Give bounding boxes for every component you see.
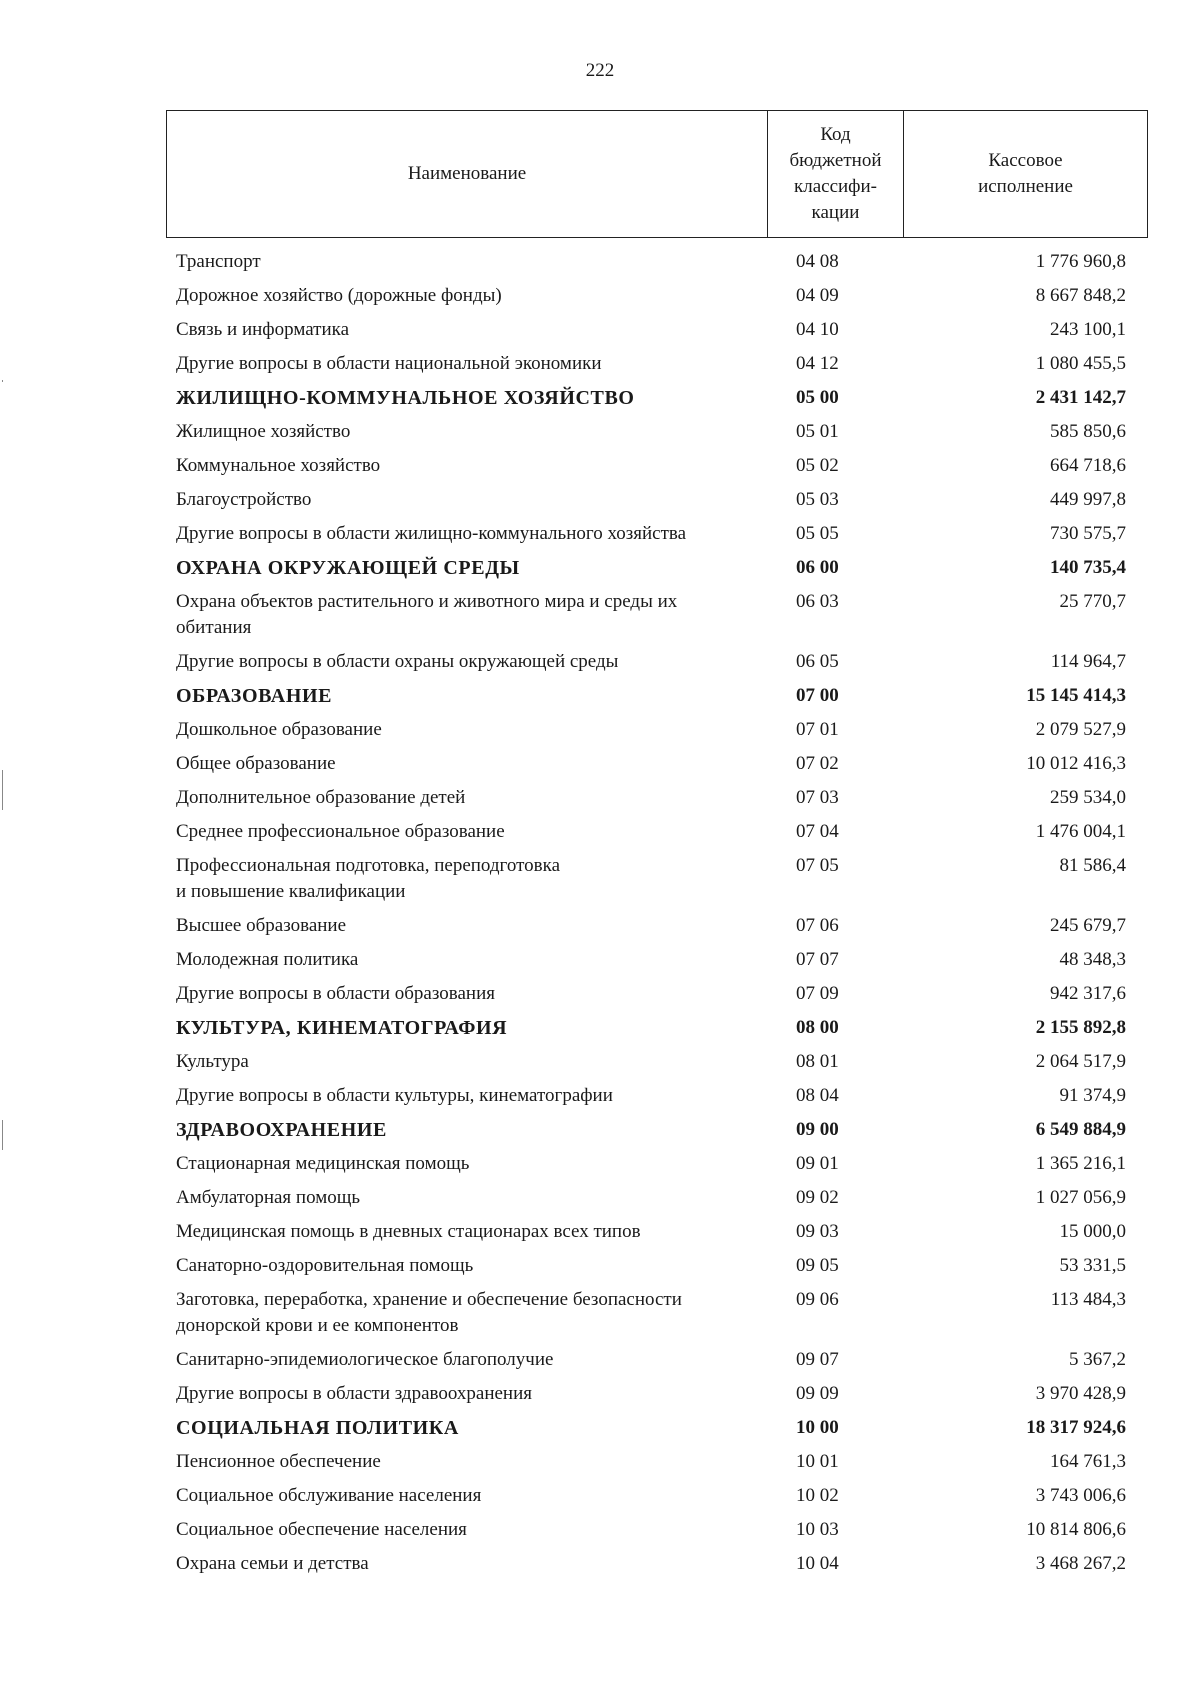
row-amount: 81 586,4 — [1059, 855, 1126, 876]
row-name — [176, 283, 796, 309]
row-name — [176, 1347, 796, 1373]
row-amount: 8 667 848,2 — [1035, 285, 1126, 306]
row-code: 10 02 — [796, 1485, 839, 1506]
row-name — [176, 521, 796, 547]
table-body — [176, 247, 1126, 1583]
row-name-line: Другие вопросы в области культуры, кинематографии — [176, 1085, 613, 1106]
row-name — [176, 717, 796, 743]
row-code: 07 06 — [796, 915, 839, 936]
row-amount: 10 012 416,3 — [1026, 753, 1126, 774]
row-code: 05 01 — [796, 421, 839, 442]
table-row — [176, 281, 1126, 315]
row-code: 04 08 — [796, 251, 839, 272]
header-code-column — [768, 111, 904, 238]
row-name-line: Другие вопросы в области охраны окружающей среды — [176, 651, 619, 672]
row-code: 08 00 — [796, 1017, 839, 1038]
row-code: 09 00 — [796, 1119, 839, 1140]
row-name-line: ОБРАЗОВАНИЕ — [176, 685, 333, 707]
row-amount: 5 367,2 — [1069, 1349, 1126, 1370]
row-code: 07 05 — [796, 855, 839, 876]
table-row — [176, 1047, 1126, 1081]
section-row — [176, 1413, 1126, 1447]
row-code: 04 10 — [796, 319, 839, 340]
row-name-line: Амбулаторная помощь — [176, 1187, 361, 1208]
table-row — [176, 451, 1126, 485]
row-name — [176, 683, 796, 709]
row-name — [176, 487, 796, 513]
row-code: 10 00 — [796, 1417, 839, 1438]
row-code: 04 12 — [796, 353, 839, 374]
row-name — [176, 1415, 796, 1441]
row-code: 05 00 — [796, 387, 839, 408]
row-amount: 113 484,3 — [1050, 1289, 1126, 1310]
row-name — [176, 853, 796, 905]
section-row — [176, 383, 1126, 417]
row-code: 10 01 — [796, 1451, 839, 1472]
row-name — [176, 1381, 796, 1407]
row-name-line: Связь и информатика — [176, 319, 350, 340]
table-row — [176, 945, 1126, 979]
table-row — [176, 1515, 1126, 1549]
row-code: 09 03 — [796, 1221, 839, 1242]
row-amount: 18 317 924,6 — [1026, 1417, 1126, 1438]
table-row — [176, 1447, 1126, 1481]
table-row — [176, 783, 1126, 817]
table-row — [176, 1149, 1126, 1183]
row-name-line: Общее образование — [176, 753, 336, 774]
row-name — [176, 1449, 796, 1475]
row-name — [176, 1083, 796, 1109]
row-name — [176, 751, 796, 777]
table-row — [176, 417, 1126, 451]
row-name — [176, 785, 796, 811]
row-amount: 91 374,9 — [1059, 1085, 1126, 1106]
row-amount: 2 064 517,9 — [1035, 1051, 1126, 1072]
section-row — [176, 553, 1126, 587]
row-name — [176, 1015, 796, 1041]
row-name-line: Коммунальное хозяйство — [176, 455, 381, 476]
row-code: 05 05 — [796, 523, 839, 544]
table-row — [176, 485, 1126, 519]
row-name-line: КУЛЬТУРА, КИНЕМАТОГРАФИЯ — [176, 1017, 508, 1039]
scan-edge-mark — [2, 380, 3, 382]
row-amount: 10 814 806,6 — [1026, 1519, 1126, 1540]
row-name — [176, 1185, 796, 1211]
row-code: 07 04 — [796, 821, 839, 842]
table-row — [176, 247, 1126, 281]
row-name — [176, 1151, 796, 1177]
row-amount: 942 317,6 — [1050, 983, 1126, 1004]
table-row — [176, 315, 1126, 349]
row-name — [176, 249, 796, 275]
table-row — [176, 817, 1126, 851]
scan-edge-mark — [2, 1120, 3, 1150]
row-code: 07 03 — [796, 787, 839, 808]
row-name-line: Социальное обслуживание населения — [176, 1485, 482, 1506]
table-row — [176, 349, 1126, 383]
row-name-line: Дорожное хозяйство (дорожные фонды) — [176, 285, 502, 306]
row-name — [176, 1253, 796, 1279]
row-amount: 6 549 884,9 — [1035, 1119, 1126, 1140]
row-code: 10 03 — [796, 1519, 839, 1540]
row-amount: 259 534,0 — [1050, 787, 1126, 808]
row-code: 10 04 — [796, 1553, 839, 1574]
row-amount: 25 770,7 — [1059, 591, 1126, 612]
row-amount: 2 079 527,9 — [1035, 719, 1126, 740]
row-amount: 245 679,7 — [1050, 915, 1126, 936]
row-amount: 2 155 892,8 — [1035, 1017, 1126, 1038]
row-name-line: Охрана объектов растительного и животного мира и среды их — [176, 591, 678, 612]
row-code: 09 07 — [796, 1349, 839, 1370]
row-name-line: Профессиональная подготовка, переподготовка — [176, 855, 561, 876]
row-name-line: Пенсионное обеспечение — [176, 1451, 381, 1472]
row-name-line: Благоустройство — [176, 489, 312, 510]
row-code: 07 07 — [796, 949, 839, 970]
header-execution-column — [904, 111, 1148, 238]
row-name-line: Охрана семьи и детства — [176, 1553, 369, 1574]
row-name-line: ЗДРАВООХРАНЕНИЕ — [176, 1119, 387, 1141]
row-name-line: Транспорт — [176, 251, 261, 272]
row-amount: 449 997,8 — [1050, 489, 1126, 510]
row-name — [176, 1287, 796, 1339]
row-code: 06 00 — [796, 557, 839, 578]
table-row — [176, 979, 1126, 1013]
table-row — [176, 1379, 1126, 1413]
table-row — [176, 1481, 1126, 1515]
row-name-line: Социальное обеспечение населения — [176, 1519, 467, 1540]
row-name — [176, 1219, 796, 1245]
row-name-line: Жилищное хозяйство — [176, 421, 351, 442]
row-code: 09 06 — [796, 1289, 839, 1310]
table-row — [176, 1183, 1126, 1217]
row-amount: 15 145 414,3 — [1026, 685, 1126, 706]
row-amount: 140 735,4 — [1050, 557, 1126, 578]
row-name — [176, 351, 796, 377]
row-amount: 48 348,3 — [1059, 949, 1126, 970]
table-row — [176, 911, 1126, 945]
row-amount: 730 575,7 — [1050, 523, 1126, 544]
table-row — [176, 1217, 1126, 1251]
row-name-line: Другие вопросы в области здравоохранения — [176, 1383, 533, 1404]
table-row — [176, 587, 1126, 647]
row-name-line: Другие вопросы в области образования — [176, 983, 495, 1004]
row-name-line: Медицинская помощь в дневных стационарах всех типов — [176, 1221, 641, 1242]
header-code-line: кации — [811, 202, 860, 223]
header-exec-line: исполнение — [978, 176, 1073, 197]
row-name-line: донорской крови и ее компонентов — [176, 1315, 459, 1336]
row-code: 06 05 — [796, 651, 839, 672]
table-header — [166, 110, 1148, 238]
table-row — [176, 519, 1126, 553]
row-amount: 3 970 428,9 — [1035, 1383, 1126, 1404]
table-row — [176, 749, 1126, 783]
row-name-line: Молодежная политика — [176, 949, 359, 970]
row-name-line: и повышение квалификации — [176, 881, 406, 902]
row-code: 07 01 — [796, 719, 839, 740]
row-amount: 164 761,3 — [1050, 1451, 1126, 1472]
row-name-line: Дополнительное образование детей — [176, 787, 466, 808]
row-amount: 1 776 960,8 — [1035, 251, 1126, 272]
table-row — [176, 715, 1126, 749]
row-amount: 585 850,6 — [1050, 421, 1126, 442]
table-row — [176, 1345, 1126, 1379]
section-row — [176, 681, 1126, 715]
table-row — [176, 1285, 1126, 1345]
row-amount: 15 000,0 — [1059, 1221, 1126, 1242]
header-code-line: классифи- — [794, 176, 877, 197]
scan-edge-mark — [2, 770, 3, 810]
row-amount: 3 468 267,2 — [1035, 1553, 1126, 1574]
row-name-line: Другие вопросы в области жилищно-коммунального хозяйства — [176, 523, 687, 544]
table-row — [176, 851, 1126, 911]
row-name — [176, 555, 796, 581]
header-code-line: бюджетной — [789, 150, 882, 171]
row-name — [176, 947, 796, 973]
row-code: 09 09 — [796, 1383, 839, 1404]
row-name — [176, 317, 796, 343]
row-code: 07 02 — [796, 753, 839, 774]
row-amount: 664 718,6 — [1050, 455, 1126, 476]
row-name — [176, 453, 796, 479]
row-name-line: Дошкольное образование — [176, 719, 382, 740]
header-exec-line: Кассовое — [988, 150, 1063, 171]
row-name — [176, 1517, 796, 1543]
table-row — [176, 1549, 1126, 1583]
table-row — [176, 647, 1126, 681]
row-name — [176, 589, 796, 641]
header-code-line: Код — [820, 124, 851, 145]
section-row — [176, 1115, 1126, 1149]
row-name-line: Санитарно-эпидемиологическое благополучие — [176, 1349, 554, 1370]
row-amount: 53 331,5 — [1059, 1255, 1126, 1276]
row-amount: 2 431 142,7 — [1035, 387, 1126, 408]
page-number: 222 — [585, 60, 615, 81]
table-row — [176, 1251, 1126, 1285]
row-amount: 243 100,1 — [1050, 319, 1126, 340]
row-name — [176, 649, 796, 675]
row-code: 09 02 — [796, 1187, 839, 1208]
row-amount: 1 027 056,9 — [1035, 1187, 1126, 1208]
row-code: 09 01 — [796, 1153, 839, 1174]
row-code: 04 09 — [796, 285, 839, 306]
row-name — [176, 1049, 796, 1075]
row-name — [176, 981, 796, 1007]
row-name — [176, 1117, 796, 1143]
row-code: 08 04 — [796, 1085, 839, 1106]
row-name — [176, 913, 796, 939]
table-row — [176, 1081, 1126, 1115]
row-amount: 114 964,7 — [1050, 651, 1126, 672]
row-code: 07 00 — [796, 685, 839, 706]
row-name-line: Заготовка, переработка, хранение и обеспечение безопасности — [176, 1289, 682, 1310]
row-name-line: Санаторно-оздоровительная помощь — [176, 1255, 474, 1276]
row-name — [176, 385, 796, 411]
row-code: 06 03 — [796, 591, 839, 612]
section-row — [176, 1013, 1126, 1047]
row-amount: 3 743 006,6 — [1035, 1485, 1126, 1506]
row-name — [176, 419, 796, 445]
row-name-line: Стационарная медицинская помощь — [176, 1153, 470, 1174]
row-amount: 1 365 216,1 — [1035, 1153, 1126, 1174]
row-code: 07 09 — [796, 983, 839, 1004]
row-amount: 1 080 455,5 — [1035, 353, 1126, 374]
row-name-line: ОХРАНА ОКРУЖАЮЩЕЙ СРЕДЫ — [176, 557, 520, 579]
row-name-line: СОЦИАЛЬНАЯ ПОЛИТИКА — [176, 1417, 459, 1439]
header-name-column: Наименование — [167, 111, 768, 238]
row-code: 08 01 — [796, 1051, 839, 1072]
row-code: 05 03 — [796, 489, 839, 510]
row-name-line: Высшее образование — [176, 915, 347, 936]
row-name-line: Другие вопросы в области национальной экономики — [176, 353, 602, 374]
row-amount: 1 476 004,1 — [1035, 821, 1126, 842]
row-name — [176, 1483, 796, 1509]
row-name-line: Культура — [176, 1051, 249, 1072]
row-name-line: Среднее профессиональное образование — [176, 821, 505, 842]
row-name-line: обитания — [176, 617, 252, 638]
row-name — [176, 1551, 796, 1577]
row-code: 05 02 — [796, 455, 839, 476]
row-name-line: ЖИЛИЩНО-КОММУНАЛЬНОЕ ХОЗЯЙСТВО — [176, 387, 635, 409]
row-code: 09 05 — [796, 1255, 839, 1276]
row-name — [176, 819, 796, 845]
